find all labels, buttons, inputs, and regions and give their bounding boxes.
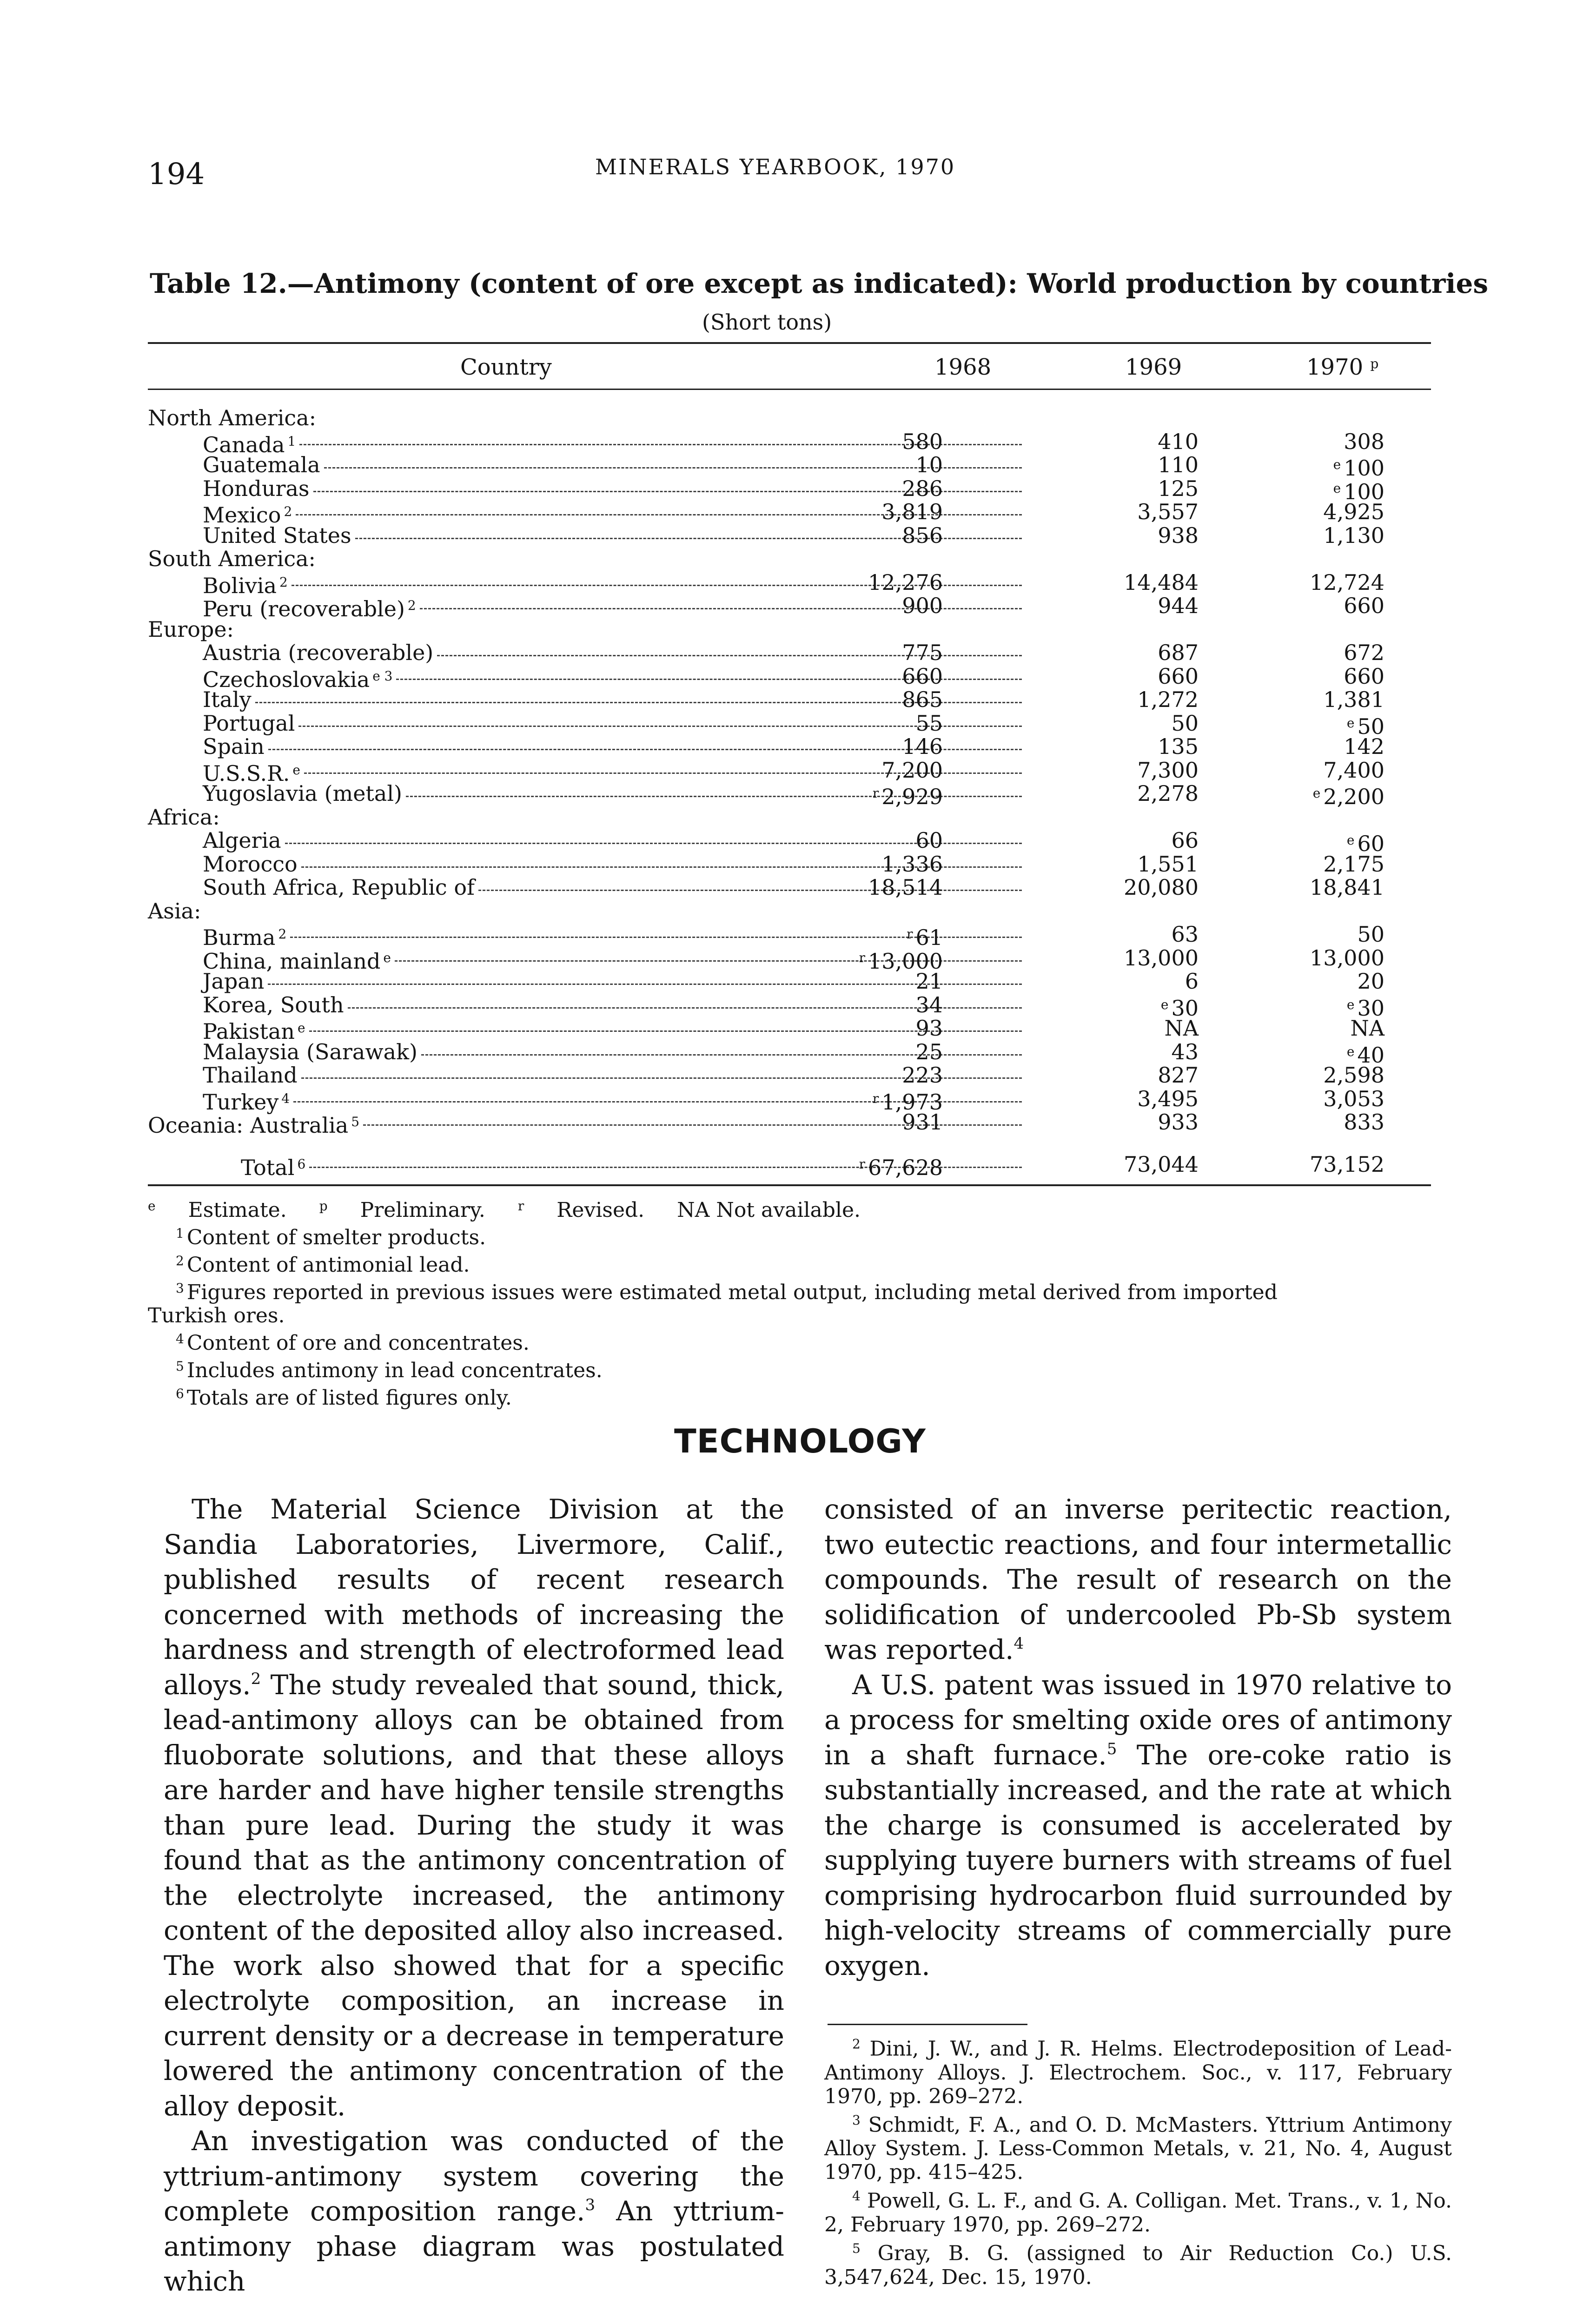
- row-label: China, mainland $^e$: [203, 948, 391, 974]
- cell-v1: 7,200: [881, 757, 943, 783]
- cell-v2: 6: [1185, 969, 1199, 994]
- footnote-ref: 5: [1106, 1739, 1117, 1758]
- table-row: [148, 970, 1431, 993]
- legend-mark: p: [319, 1198, 328, 1214]
- cell-v3: 2,598: [1323, 1063, 1385, 1088]
- col-header-country: Country: [460, 354, 552, 380]
- cell-v3: 50: [1357, 922, 1385, 947]
- legend-item: $^e$ Estimate.: [148, 1198, 287, 1222]
- cell-v1: 660: [902, 663, 943, 689]
- value-mark: e: [1160, 997, 1169, 1012]
- cell-v3: $^e$ 100: [1333, 479, 1385, 504]
- cell-v3: 672: [1344, 640, 1385, 665]
- table-row: [148, 641, 1431, 665]
- row-label: South Africa, Republic of: [203, 875, 475, 900]
- value-mark: r: [872, 786, 879, 801]
- row-label: Yugoslavia (metal): [203, 781, 402, 806]
- table-footnote: $^5$ Includes antimony in lead concentrates.: [176, 1359, 603, 1382]
- body-column-left: [164, 1492, 784, 2299]
- value-mark: e: [1333, 480, 1341, 496]
- cell-v1: 900: [902, 593, 943, 618]
- cell-v2: 1,272: [1137, 687, 1199, 712]
- cell-v3: $^e$ 60: [1346, 831, 1385, 856]
- footnote-ref: e 3: [372, 668, 393, 684]
- cell-v1: 10: [915, 452, 943, 477]
- table-row: [148, 1016, 1431, 1044]
- paragraph: An investigation was conducted of the yttrium-antimony system covering the complete composition range.$^3$ An yttrium-antimony phase diagram was postulated which: [164, 2125, 784, 2297]
- table-footnote: $^6$ Totals are of listed figures only.: [176, 1386, 512, 1410]
- table-row: [148, 688, 1431, 712]
- cell-v2: 43: [1171, 1039, 1199, 1064]
- table-row: [148, 663, 1431, 692]
- table-row: [148, 852, 1431, 876]
- cell-v1: 580: [902, 429, 943, 454]
- footnote-ref: 2: [278, 926, 287, 942]
- cell-v3: 833: [1344, 1109, 1385, 1135]
- cell-v2: $^e$ 30: [1160, 995, 1199, 1021]
- cell-v3: $^e$ 50: [1346, 713, 1385, 739]
- cell-v3: 2,175: [1323, 851, 1385, 877]
- cell-v2: 933: [1158, 1109, 1199, 1135]
- cell-v3: $^e$ 2,200: [1312, 784, 1385, 809]
- cell-v1: 286: [902, 475, 943, 501]
- footnote-mark: 4: [176, 1331, 184, 1347]
- value-mark: e: [1312, 786, 1321, 801]
- row-label: Honduras: [203, 475, 310, 501]
- cell-v2: 13,000: [1124, 945, 1199, 971]
- dot-leader: [298, 726, 1022, 727]
- cell-v1: 12,276: [868, 569, 943, 595]
- paragraph: consisted of an inverse peritectic reaction, two eutectic reactions, and four intermetallic compounds. The result of research on the solidification of undercooled Pb-Sb system was reported.$^4$: [824, 1493, 1452, 1665]
- cell-v2: 125: [1158, 475, 1199, 501]
- footnote-mark: 2: [176, 1253, 184, 1268]
- col-header-1969: 1969: [1125, 354, 1182, 380]
- cell-v2: 3,557: [1137, 499, 1199, 524]
- footnote-ref: 1: [287, 433, 296, 449]
- reference-footnote: $^5$ Gray, B. G. (assigned to Air Reduction Co.) U.S. 3,547,624, Dec. 15, 1970.: [824, 2240, 1452, 2289]
- cell-v1: 3,819: [881, 499, 943, 524]
- cell-v3: 3,053: [1323, 1086, 1385, 1111]
- value-mark: e: [1333, 457, 1341, 472]
- cell-v3: 308: [1344, 429, 1385, 454]
- footnote-ref: 2: [251, 1669, 261, 1688]
- footnote-mark: 2: [852, 2036, 861, 2052]
- table-footnote: $^4$ Content of ore and concentrates.: [176, 1331, 530, 1355]
- table-footnote: $^1$ Content of smelter products.: [176, 1226, 486, 1249]
- footnote-ref: e: [383, 950, 391, 965]
- reference-footnote: $^2$ Dini, J. W., and J. R. Helms. Electrodeposition of Lead-Antimony Alloys. J. Electrochem. Soc., v. 117, February 1970, pp. 269–272.: [824, 2036, 1452, 2108]
- cell-v3: 142: [1344, 734, 1385, 759]
- cell-v2: 7,300: [1137, 757, 1199, 783]
- footnote-mark: 6: [176, 1386, 184, 1401]
- table-row: [148, 524, 1431, 548]
- row-label: Italy: [203, 687, 252, 712]
- cell-v1: $^r$ 1,973: [872, 1089, 943, 1115]
- footnote-ref: e: [292, 762, 300, 778]
- cell-v1: 34: [915, 992, 943, 1017]
- dot-leader: [268, 984, 1022, 985]
- value-mark: e: [1346, 832, 1355, 848]
- table-row: [148, 429, 1431, 457]
- table-row: [148, 1109, 1431, 1138]
- cell-v3: 7,400: [1323, 757, 1385, 783]
- row-label: Canada $^1$: [203, 432, 296, 457]
- row-label: Malaysia (Sarawak): [203, 1039, 417, 1064]
- table-header-rule: [148, 389, 1431, 390]
- table-row: [148, 757, 1431, 786]
- cell-v1: 146: [902, 734, 943, 759]
- cell-v2: 660: [1158, 663, 1199, 689]
- cell-v2: 66: [1171, 828, 1199, 853]
- row-label: Africa:: [148, 804, 220, 830]
- footnote-mark: 4: [852, 2188, 861, 2204]
- cell-v2: 135: [1158, 734, 1199, 759]
- cell-v3: $^e$ 30: [1346, 995, 1385, 1021]
- value-mark: e: [1346, 715, 1355, 731]
- table-row: [148, 876, 1431, 899]
- cell-v1: 93: [915, 1016, 943, 1041]
- table-notes: [148, 1195, 1440, 1410]
- legend-item: $^r$ Revised.: [517, 1198, 645, 1222]
- cell-v2: NA: [1164, 1016, 1199, 1041]
- row-label: Thailand: [203, 1063, 298, 1088]
- cell-v1: $^r$ 2,929: [872, 784, 943, 809]
- cell-v1: 223: [902, 1063, 943, 1088]
- row-label: Turkey $^4$: [203, 1089, 290, 1115]
- cell-v1: 865: [902, 687, 943, 712]
- cell-v2: 2,278: [1137, 781, 1199, 806]
- row-label: Korea, South: [203, 992, 344, 1017]
- cell-v1: 18,514: [868, 875, 943, 900]
- table-row: [148, 1039, 1431, 1068]
- row-label: Peru (recoverable) $^2$: [203, 596, 416, 621]
- footnote-mark: 3: [176, 1281, 184, 1296]
- footnote-mark: 3: [852, 2112, 861, 2128]
- cell-v2: 3,495: [1137, 1086, 1199, 1111]
- cell-v2: 50: [1171, 710, 1199, 736]
- table-row: [148, 499, 1431, 528]
- dot-leader: [309, 1030, 1022, 1032]
- legend-item: NA Not available.: [677, 1198, 861, 1222]
- value-mark: e: [1346, 1043, 1355, 1059]
- row-label: Asia:: [148, 898, 201, 924]
- row-label: Oceania: Australia $^5$: [148, 1113, 360, 1138]
- row-label: South America:: [148, 546, 316, 571]
- paragraph: A U.S. patent was issued in 1970 relative to a process for smelting oxide ores of antimony in a shaft furnace.$^5$ The ore-coke ratio is substantially increased, and the rate at which the charge is consumed is accelerated by supplying tuyere burners with streams of fuel comprising hydrocarbon fluid surrounded by high-velocity streams of commercially pure oxygen.: [824, 1669, 1452, 1981]
- value-mark: r: [859, 950, 866, 965]
- cell-v1: 856: [902, 522, 943, 548]
- table-top-rule: [148, 342, 1431, 344]
- footnote-ref: 4: [1014, 1634, 1024, 1653]
- row-label: Guatemala: [203, 452, 320, 477]
- region-row: [148, 899, 1431, 923]
- cell-v3: 12,724: [1310, 569, 1385, 595]
- table-footnotes: [148, 1222, 1440, 1410]
- paragraph: The Material Science Division at the Sandia Laboratories, Livermore, Calif., published results of recent research concerned with methods of increasing the hardness and strength of electroformed lead alloys.$^2$ The study revealed that sound, thick, lead-antimony alloys can be obtained from fluoborate solutions, and that these alloys are harder and have higher tensile strengths than pure lead. During the study it was found that as the antimony concentration of the electrolyte increased, the antimony content of the deposited alloy also increased. The work also showed that for a specific electrolyte composition, an increase in current density or a decrease in temperature lowered the antimony concentration of the alloy deposit.: [164, 1493, 784, 2122]
- legend-item: $^p$ Preliminary.: [319, 1198, 485, 1222]
- table-row: [148, 710, 1431, 739]
- section-title: TECHNOLOGY: [674, 1422, 926, 1460]
- footnote-ref: 5: [351, 1114, 360, 1129]
- table-row: [148, 1086, 1431, 1115]
- cell-v2: 63: [1171, 922, 1199, 947]
- row-label: Spain: [203, 734, 265, 759]
- cell-v3: 73,152: [1310, 1151, 1385, 1177]
- cell-v3: 1,130: [1323, 522, 1385, 548]
- table-title: —Antimony (content of ore except as indicated): World production by countries: [287, 268, 1489, 299]
- region-row: [148, 406, 1431, 430]
- row-label: Czechoslovakia $^{e 3}$: [203, 667, 393, 692]
- cell-v3: $^e$ 100: [1333, 456, 1385, 481]
- legend-line: [148, 1195, 1440, 1222]
- cell-v2: 944: [1158, 593, 1199, 618]
- cell-v3: 4,925: [1323, 499, 1385, 524]
- footnote-ref: 2: [284, 504, 292, 519]
- cell-v2: 410: [1158, 429, 1199, 454]
- row-label: North America:: [148, 405, 317, 430]
- row-label: Morocco: [203, 851, 298, 877]
- cell-v3: 18,841: [1310, 875, 1385, 900]
- cell-v3: $^e$ 40: [1346, 1042, 1385, 1068]
- table-row: [148, 475, 1431, 504]
- row-label: Total $^6$: [241, 1155, 306, 1180]
- table-row: [148, 1063, 1431, 1087]
- cell-v1: 1,336: [881, 851, 943, 877]
- cell-v1: 775: [902, 640, 943, 665]
- cell-v2: 938: [1158, 522, 1199, 548]
- table-caption: [150, 268, 1488, 299]
- value-mark: e: [1346, 997, 1355, 1012]
- table-footnote: Turkish ores.: [148, 1304, 285, 1327]
- footnote-ref: e: [298, 1020, 305, 1036]
- cell-v2: 14,484: [1124, 569, 1199, 595]
- table-row: [148, 828, 1431, 856]
- cell-v3: 13,000: [1310, 945, 1385, 971]
- table-row: [148, 593, 1431, 621]
- region-row: [148, 547, 1431, 571]
- table-bottom-rule: [148, 1184, 1431, 1186]
- value-mark: r: [907, 926, 913, 942]
- table-row: [148, 781, 1431, 809]
- col-header-1968: 1968: [934, 354, 992, 380]
- cell-v1: 60: [915, 828, 943, 853]
- row-label: Pakistan $^e$: [203, 1019, 305, 1044]
- value-mark: r: [872, 1090, 879, 1106]
- cell-v2: 687: [1158, 640, 1199, 665]
- cell-v1: 55: [915, 710, 943, 736]
- cell-v3: 660: [1344, 663, 1385, 689]
- footnote-ref: 3: [585, 2196, 596, 2214]
- footnote-ref: 2: [407, 598, 416, 613]
- region-row: [148, 805, 1431, 829]
- page-number: 194: [148, 157, 205, 191]
- cell-v3: 660: [1344, 593, 1385, 618]
- row-label: Algeria: [203, 828, 281, 853]
- row-label: Mexico $^2$: [203, 502, 292, 528]
- row-label: Japan: [203, 969, 265, 994]
- cell-v1: $^r$ 61: [907, 925, 943, 950]
- reference-footnote: $^3$ Schmidt, F. A., and O. D. McMasters. Yttrium Antimony Alloy System. J. Less-Common Metals, v. 21, No. 4, August 1970, pp. 415–425.: [824, 2112, 1452, 2185]
- row-label: United States: [203, 522, 351, 548]
- value-mark: r: [859, 1156, 866, 1172]
- cell-v1: $^r$ 67,628: [859, 1155, 943, 1180]
- table-footnote: $^2$ Content of antimonial lead.: [176, 1253, 470, 1277]
- footnote-mark: 5: [852, 2240, 861, 2256]
- footnote-ref: 4: [281, 1090, 290, 1106]
- row-label: Portugal: [203, 710, 295, 736]
- legend-mark: r: [517, 1198, 524, 1214]
- running-title: MINERALS YEARBOOK, 1970: [595, 154, 956, 179]
- cell-v1: 25: [915, 1039, 943, 1064]
- table-row: [148, 945, 1431, 974]
- table-unit: (Short tons): [702, 310, 832, 335]
- cell-v1: 21: [915, 969, 943, 994]
- row-label: Bolivia $^2$: [203, 573, 288, 598]
- reference-footnote: $^4$ Powell, G. L. F., and G. A. Colligan. Met. Trans., v. 1, No. 2, February 1970, pp. 269–272.: [824, 2188, 1452, 2237]
- table-row: [148, 569, 1431, 598]
- col-header-1970: 1970 $^p$: [1306, 354, 1379, 380]
- cell-v1: $^r$ 13,000: [859, 948, 943, 974]
- cell-v3: NA: [1350, 1016, 1385, 1041]
- cell-v2: 827: [1158, 1063, 1199, 1088]
- table-footnote: $^3$ Figures reported in previous issues were estimated metal output, including metal derived from imported: [176, 1281, 1278, 1304]
- table-row: [148, 992, 1431, 1021]
- footnote-ref: 2: [279, 574, 288, 590]
- cell-v2: 1,551: [1137, 851, 1199, 877]
- row-label: Europe:: [148, 616, 234, 642]
- table-row: [148, 735, 1431, 759]
- total-row: [148, 1151, 1431, 1180]
- table-row: [148, 452, 1431, 481]
- cell-v2: 20,080: [1124, 875, 1199, 900]
- footnote-ref: 6: [297, 1156, 306, 1172]
- region-row: [148, 618, 1431, 641]
- body-column-right: [824, 1492, 1452, 1983]
- cell-v2: 73,044: [1124, 1151, 1199, 1177]
- footnote-mark: 5: [176, 1359, 184, 1374]
- table-label: Table 12.: [150, 268, 287, 299]
- footnote-rule: [828, 2024, 1027, 2025]
- row-label: Burma $^2$: [203, 925, 287, 950]
- legend-mark: e: [148, 1198, 156, 1214]
- row-label: Austria (recoverable): [203, 640, 434, 665]
- dot-leader: [285, 843, 1022, 844]
- body-footnotes: [824, 2032, 1452, 2289]
- cell-v3: 1,381: [1323, 687, 1385, 712]
- cell-v2: 110: [1158, 452, 1199, 477]
- table-row: [148, 922, 1431, 950]
- cell-v1: 931: [902, 1109, 943, 1135]
- cell-v3: 20: [1357, 969, 1385, 994]
- row-label: U.S.S.R. $^e$: [203, 760, 300, 786]
- footnote-mark: 1: [176, 1226, 184, 1241]
- table-body: [148, 405, 1431, 1180]
